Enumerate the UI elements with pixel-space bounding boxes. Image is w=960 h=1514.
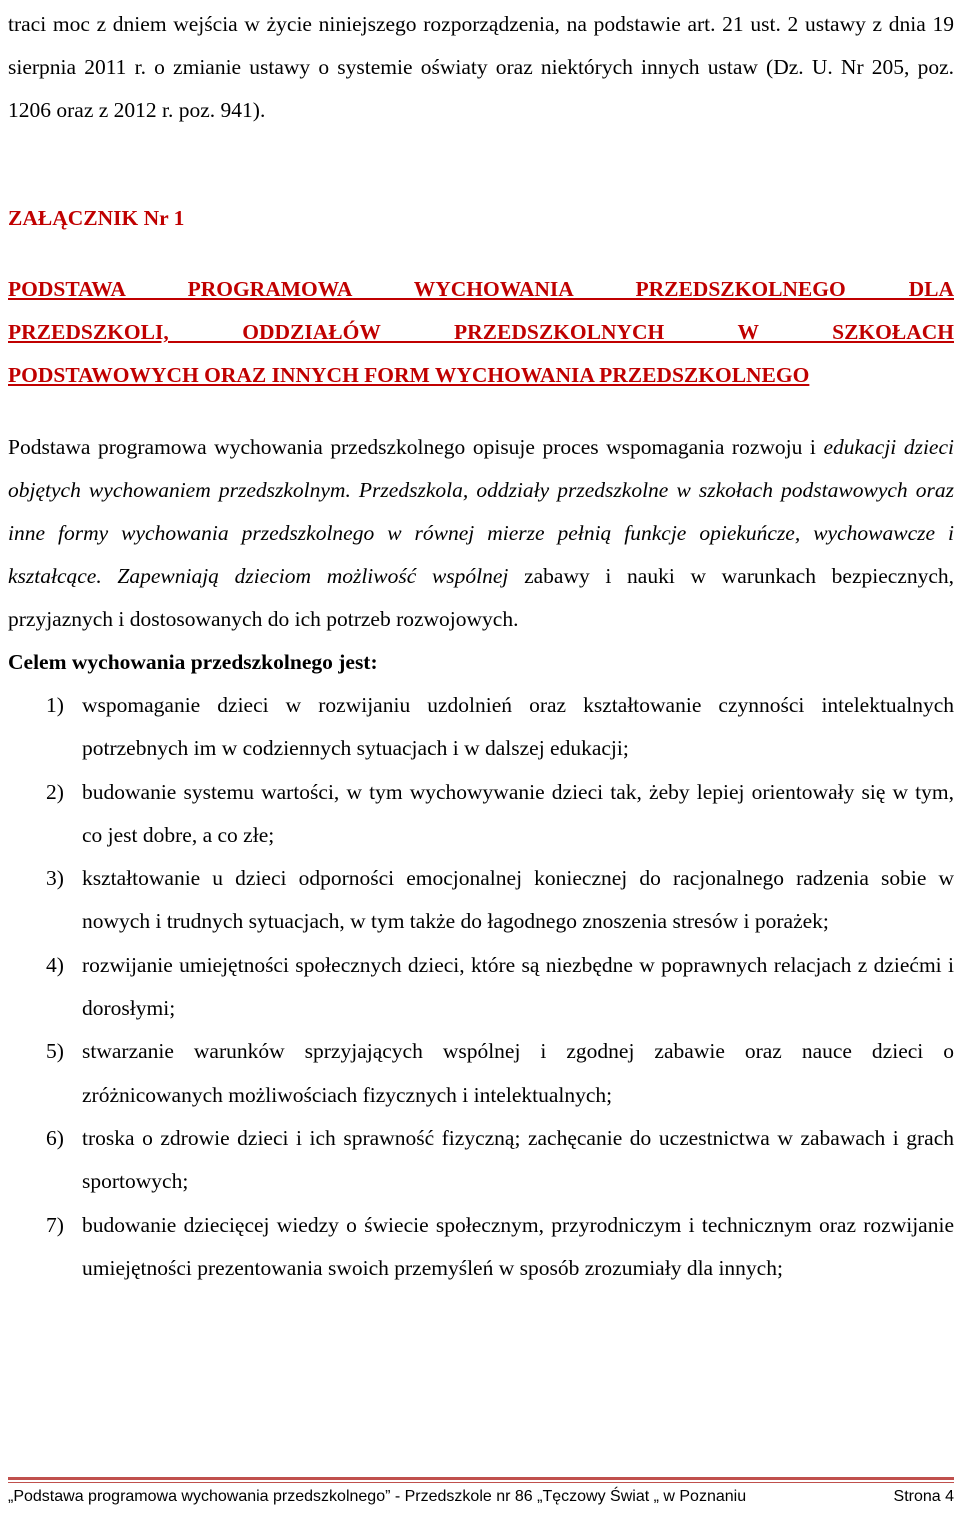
footer-document-title: „Podstawa programowa wychowania przedszkolnego” - Przedszkole nr 86 „Tęczowy Świat „ w Poznaniu (8, 1488, 747, 1505)
main-title-line-2: PRZEDSZKOLI, ODDZIAŁÓW PRZEDSZKOLNYCH W SZKOŁACH (8, 320, 954, 344)
list-item-number: 2) (46, 779, 64, 804)
list-item-text: wspomaganie dzieci w rozwijaniu uzdolnień oraz kształtowanie czynności intelektualnych potrzebnych im w codziennych sytuacjach i w dalszej edukacji; (82, 693, 954, 761)
footer-page-number: Strona 4 (893, 1488, 954, 1505)
list-item (8, 944, 954, 1031)
list-item (8, 771, 954, 858)
list-item-text: budowanie dziecięcej wiedzy o świecie społecznym, przyrodniczym i technicznym oraz rozwijanie umiejętności prezentowania swoich przemyśleń w sposób zrozumiały dla innych; (82, 1212, 954, 1280)
list-item-number: 6) (46, 1125, 64, 1150)
list-item-number: 3) (46, 866, 64, 891)
page-footer (8, 1488, 954, 1506)
goals-heading: Celem wychowania przedszkolnego jest: (8, 650, 378, 674)
document-page (8, 0, 954, 1290)
description-part-3: zabawy i nauki w warunkach bezpiecznych, przyjaznych i dostosowanych do ich potrzeb rozwojowych. (8, 564, 954, 631)
list-item-number: 4) (46, 952, 64, 977)
list-item-number: 5) (46, 1039, 64, 1064)
list-item-text: troska o zdrowie dzieci i ich sprawność fizyczną; zachęcanie do uczestnictwa w zabawach i grach sportowych; (82, 1125, 954, 1194)
main-title-line-1: PODSTAWA PROGRAMOWA WYCHOWANIA PRZEDSZKOLNEGO DLA (8, 277, 954, 301)
list-item-text: stwarzanie warunków sprzyjających wspólnej i zgodnej zabawie oraz nauce dzieci o zróżnicowanych możliwościach fizycznych i intelektualnych; (82, 1039, 954, 1107)
list-item (8, 1204, 954, 1291)
main-title (8, 268, 954, 397)
goals-list (8, 684, 954, 1290)
description-part-2: edukacji dzieci objętych wychowaniem przedszkolnym. Przedszkola, oddziały przedszkolne w szkołach podstawowych oraz inne formy wychowania przedszkolnego w równej mierze pełnią funkcje opiekuńcze, wychowawcze i kształcące. Zapewniają dzieciom możliwość wspólnej (8, 435, 954, 588)
description-part-1: Podstawa programowa wychowania przedszkolnego opisuje proces wspomagania rozwoju i (8, 435, 824, 459)
annex-title: ZAŁĄCZNIK Nr 1 (8, 206, 185, 230)
footer-divider (8, 1477, 954, 1480)
footer-divider-thin (8, 1482, 954, 1483)
list-item-text: rozwijanie umiejętności społecznych dzieci, które są niezbędne w poprawnych relacjach z dziećmi i dorosłymi; (82, 952, 954, 1021)
list-item (8, 857, 954, 944)
list-item (8, 684, 954, 771)
list-item-number: 7) (46, 1212, 64, 1237)
description-paragraph (8, 426, 954, 641)
list-item (8, 1030, 954, 1117)
list-item-text: kształtowanie u dzieci odporności emocjonalnej koniecznej do racjonalnego radzenia sobie w nowych i trudnych sytuacjach, w tym także do łagodnego znoszenia stresów i porażek; (82, 866, 954, 934)
list-item-number: 1) (46, 693, 64, 717)
list-item (8, 1117, 954, 1204)
main-title-line-3: PODSTAWOWYCH ORAZ INNYCH FORM WYCHOWANIA PRZEDSZKOLNEGO (8, 363, 810, 387)
intro-paragraph: traci moc z dniem wejścia w życie niniejszego rozporządzenia, na podstawie art. 21 ust. 2 ustawy z dnia 19 sierpnia 2011 r. o zmianie ustawy o systemie oświaty oraz niektórych innych ustaw (Dz. U. Nr 205, poz. 1206 oraz z 2012 r. poz. 941). (8, 12, 954, 122)
list-item-text: budowanie systemu wartości, w tym wychowywanie dzieci tak, żeby lepiej orientowały się w tym, co jest dobre, a co złe; (82, 779, 954, 847)
